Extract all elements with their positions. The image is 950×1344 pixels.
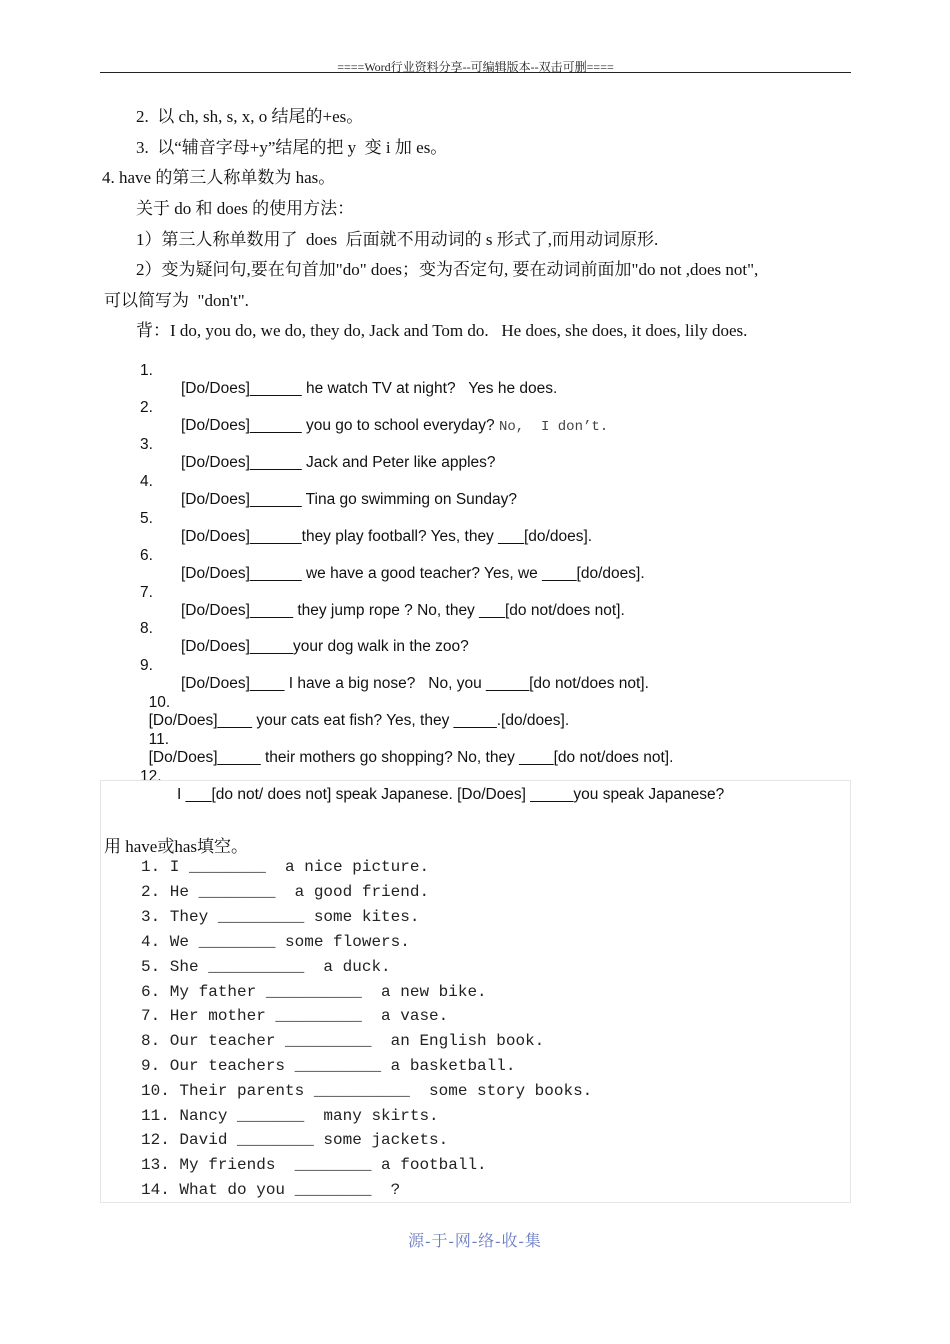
fill-blank-item: 3. They _________ some kites.	[141, 908, 420, 926]
fill-blank-item: 11. Nancy _______ many skirts.	[141, 1107, 439, 1125]
exercise-number: 12.	[140, 768, 162, 785]
fill-blank-item: 10. Their parents __________ some story books.	[141, 1082, 593, 1100]
fill-blank-item: 9. Our teachers _________ a basketball.	[141, 1057, 516, 1075]
exercise-text: [Do/Does]______they play football? Yes, they ___[do/does].	[181, 528, 593, 545]
exercise-text: [Do/Does]______ Jack and Peter like apples?	[181, 454, 496, 471]
fill-blank-item: 14. What do you ________ ?	[141, 1181, 401, 1199]
exercise-answer-note: No, I don’t.	[498, 419, 609, 435]
exercise-text	[181, 417, 608, 435]
exercise-item	[140, 713, 673, 767]
exercise-number: 4.	[140, 473, 153, 490]
rule-line: 2. 以 ch, sh, s, x, o 结尾的+es。	[136, 107, 364, 126]
rule-line: 4. have 的第三人称单数为 has。	[102, 168, 336, 187]
exercise-number: 2.	[140, 399, 153, 416]
fill-blank-item: 8. Our teacher _________ an English book.	[141, 1032, 545, 1050]
exercise-text: [Do/Does]____ your cats eat fish? Yes, they _____.[do/does].	[148, 712, 570, 729]
fill-blank-item: 7. Her mother _________ a vase.	[141, 1007, 449, 1025]
fill-blank-item: 6. My father __________ a new bike.	[141, 983, 487, 1001]
rule-line: 可以简写为 "don't".	[104, 291, 249, 310]
section-title: 用 have或has填空。	[104, 837, 249, 856]
rule-line: 1）第三人称单数用了 does 后面就不用动词的 s 形式了,而用动词原形.	[136, 230, 659, 249]
exercise-number: 5.	[140, 510, 153, 527]
fill-blank-item: 1. I ________ a nice picture.	[141, 858, 430, 876]
page-footer: 源-于-网-络-收-集	[408, 1233, 542, 1250]
fill-blank-item: 13. My friends ________ a football.	[141, 1156, 487, 1174]
exercise-number: 7.	[140, 584, 153, 601]
exercise-text: [Do/Does]____ I have a big nose? No, you _____[do not/does not].	[181, 675, 649, 692]
exercise-number: 11.	[148, 731, 170, 748]
fill-blank-item: 5. She __________ a duck.	[141, 958, 391, 976]
page-header: ====Word行业资料分享--可编辑版本--双击可删====	[337, 60, 614, 74]
exercise-text: [Do/Does]______ he watch TV at night? Yes he does.	[181, 380, 558, 397]
header-divider	[100, 72, 851, 73]
rule-line: 2）变为疑问句,要在句首加"do" does；变为否定句, 要在动词前面加"do not ,does not",	[136, 260, 759, 279]
fill-blank-item: 2. He ________ a good friend.	[141, 883, 430, 901]
exercise-number: 9.	[140, 657, 153, 674]
fill-blank-item: 4. We ________ some flowers.	[141, 933, 410, 951]
exercise-text: I ___[do not/ does not] speak Japanese. [Do/Does] _____you speak Japanese?	[177, 786, 725, 803]
exercise-number: 1.	[140, 362, 153, 379]
exercise-number: 8.	[140, 620, 153, 637]
exercise-text: [Do/Does]_____your dog walk in the zoo?	[181, 638, 469, 655]
exercise-number: 6.	[140, 547, 153, 564]
rule-line: 3. 以“辅音字母+y”结尾的把 y 变 i 加 es。	[136, 138, 448, 157]
fill-blank-item: 12. David ________ some jackets.	[141, 1131, 449, 1149]
rule-line: 关于 do 和 does 的使用方法：	[136, 199, 355, 218]
exercise-number: 3.	[140, 436, 153, 453]
exercise-text: [Do/Does]_____ their mothers go shopping? No, they ____[do not/does not].	[148, 749, 674, 766]
exercise-text: [Do/Does]_____ they jump rope ? No, they ___[do not/does not].	[181, 602, 625, 619]
rule-line: 背：I do, you do, we do, they do, Jack and Tom do. He does, she does, it does, lily does.	[136, 321, 748, 340]
exercise-question: [Do/Does]______ you go to school everyday?	[181, 417, 499, 434]
exercise-text: [Do/Does]______ we have a good teacher? Yes, we ____[do/does].	[181, 565, 645, 582]
exercise-number: 10.	[148, 694, 171, 711]
exercise-text: [Do/Does]______ Tina go swimming on Sunday?	[181, 491, 518, 508]
